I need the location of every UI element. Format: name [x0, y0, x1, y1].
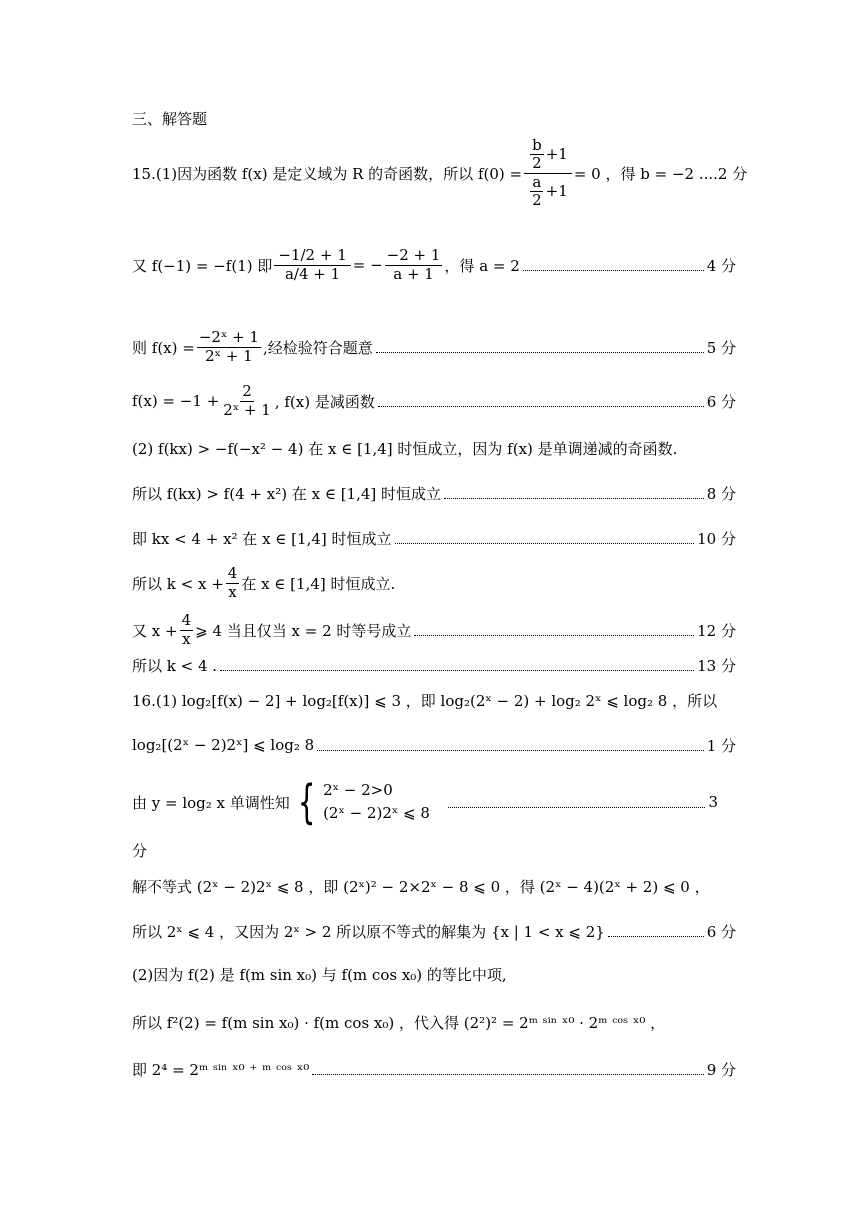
q15-line-6: [132, 482, 736, 504]
leader-dots: [414, 635, 694, 636]
q16-line-7: 所以 f²(2) = f(m sin x₀) · f(m cos x₀) ，代入得 (2²)² = 2ᵐ ˢⁱⁿ ˣ⁰ · 2ᵐ ᶜᵒˢ ˣ⁰ ，: [132, 1014, 666, 1032]
q16-l3-pre: 由 y = log₂ x 单调性知: [132, 793, 290, 812]
q16-l5-text: 所以 2ˣ ⩽ 4 ，又因为 2ˣ > 2 所以原不等式的解集为 {x | 1 < x ⩽ 2}: [132, 922, 605, 941]
q15-l4-den: 2ˣ + 1: [223, 400, 271, 419]
q15-l2-score: 4 分: [706, 256, 736, 275]
q16-line-5: [132, 919, 736, 943]
q15-l6-text: 所以 f(kx) > f(4 + x²) 在 x ∈ [1,4] 时恒成立: [132, 484, 442, 503]
q15-l8-num: 4: [227, 564, 238, 583]
q15-l8-den: x: [228, 582, 237, 601]
q15-l1-post: = 0 ，得 b = −2 ....2 分: [573, 164, 748, 183]
q15-line-10: [132, 654, 736, 676]
q15-l4-pre: f(x) = −1 +: [132, 392, 220, 410]
q15-l2-fa-num: −1/2 + 1: [274, 247, 350, 265]
q15-line-8: [132, 560, 736, 606]
q15-l2-fa-den: a/4 + 1: [284, 264, 341, 283]
leader-dots: [608, 936, 704, 937]
q15-l4-score: 6 分: [706, 392, 736, 411]
leader-dots: [395, 543, 695, 544]
q15-line-2: [132, 228, 736, 302]
q16-line-3b: 分: [132, 842, 148, 860]
leader-dots: [317, 750, 704, 751]
q15-l4-fraction: [221, 383, 273, 419]
q15-l9-den: x: [182, 629, 191, 648]
q15-l2-fraction-a: [274, 247, 350, 283]
q15-l8-pre: 所以 k < x +: [132, 574, 224, 593]
q15-l9-num: 4: [181, 611, 192, 630]
leader-dots: [220, 670, 694, 671]
q15-l7-text: 即 kx < 4 + x² 在 x ∈ [1,4] 时恒成立: [132, 529, 392, 548]
q15-l8-post: 在 x ∈ [1,4] 时恒成立.: [241, 574, 396, 593]
q15-l4-num: 2: [242, 382, 252, 401]
q15-l2-post: ，得 a = 2: [444, 256, 520, 275]
q15-line-9: [132, 607, 736, 653]
section-heading: 三、解答题: [132, 110, 208, 128]
q15-line-1: [132, 128, 748, 218]
q15-l9-pre: 又 x +: [132, 621, 178, 640]
inequality-system: [323, 779, 430, 826]
q16-line-4: 解不等式 (2ˣ − 2)2ˣ ⩽ 8 ，即 (2ˣ)² − 2×2ˣ − 8 ⩽ 0 ，得 (2ˣ − 4)(2ˣ + 2) ⩽ 0 ，: [132, 878, 710, 896]
q15-l2-pre: 又 f(−1) = −f(1) 即: [132, 256, 273, 275]
q15-line-7: [132, 527, 736, 549]
leader-dots: [523, 270, 704, 271]
q16-line-3: [132, 774, 718, 830]
q15-l2-mid: = −: [352, 256, 383, 274]
q15-line-5: (2) f(kx) > −f(−x² − 4) 在 x ∈ [1,4] 时恒成立，因为 f(x) 是单调递减的奇函数.: [132, 440, 678, 458]
q15-l1-num-top: b: [532, 136, 542, 154]
q15-l9-fraction: [180, 612, 194, 648]
q15-l1-den-bottom: 2: [532, 190, 542, 209]
q15-l3-post: ,经检验符合题意: [262, 338, 373, 357]
q15-l6-score: 8 分: [706, 484, 736, 503]
q15-l7-score: 10 分: [697, 529, 736, 548]
q15-l1-num-plus: +1: [545, 145, 568, 164]
leader-dots: [312, 1074, 703, 1075]
q15-line-4: [132, 378, 736, 424]
leader-dots: [448, 807, 706, 808]
leader-dots: [376, 352, 704, 353]
q15-l10-text: 所以 k < 4 .: [132, 656, 218, 675]
q15-l1-den-top: a: [532, 172, 542, 191]
q16-l3-score: 3: [708, 793, 718, 811]
q15-l9-post: ⩾ 4 当且仅当 x = 2 时等号成立: [195, 621, 412, 640]
left-brace: {: [297, 775, 316, 829]
q15-l10-score: 13 分: [697, 656, 736, 675]
q16-line-1: 16.(1) log₂[f(x) − 2] + log₂[f(x)] ⩽ 3 ，即 log₂(2ˣ − 2) + log₂ 2ˣ ⩽ log₂ 8 ，所以: [132, 692, 718, 710]
q15-l4-post: , f(x) 是减函数: [274, 392, 375, 411]
q15-l3-den: 2ˣ + 1: [205, 346, 253, 365]
q16-l8-score: 9 分: [706, 1060, 736, 1079]
q15-l1-fraction: [524, 137, 572, 209]
system-row-1: 2ˣ − 2>0: [323, 780, 393, 799]
q15-l2-fb-num: −2 + 1: [386, 246, 441, 265]
q15-l3-num: −2ˣ + 1: [198, 328, 259, 347]
leader-dots: [444, 498, 704, 499]
q15-l1-num-bottom: 2: [532, 154, 542, 173]
q15-l1-pre: 15.(1)因为函数 f(x) 是定义域为 R 的奇函数，所以 f(0) =: [132, 164, 523, 183]
q15-l1-den-plus: +1: [545, 181, 568, 200]
q16-l2-score: 1 分: [706, 736, 736, 755]
q15-line-3: [132, 324, 736, 370]
q16-l2-text: log₂[(2ˣ − 2)2ˣ] ⩽ log₂ 8: [132, 736, 315, 754]
q15-l3-score: 5 分: [706, 338, 736, 357]
q16-l5-score: 6 分: [706, 922, 736, 941]
q15-l9-score: 12 分: [697, 621, 736, 640]
q15-l2-fraction-b: [385, 247, 443, 283]
q16-l8-text: 即 2⁴ = 2ᵐ ˢⁱⁿ ˣ⁰ ⁺ ᵐ ᶜᵒˢ ˣ⁰: [132, 1060, 310, 1079]
q15-l3-fraction: [197, 329, 261, 365]
leader-dots: [378, 406, 704, 407]
q16-line-6: (2)因为 f(2) 是 f(m sin x₀) 与 f(m cos x₀) 的等比中项,: [132, 966, 507, 984]
q15-l8-fraction: [226, 565, 240, 601]
q15-l3-pre: 则 f(x) =: [132, 338, 195, 357]
q15-l2-fb-den: a + 1: [393, 264, 434, 283]
q16-line-2: [132, 734, 736, 756]
q16-line-8: [132, 1057, 736, 1081]
system-row-2: (2ˣ − 2)2ˣ ⩽ 8: [323, 804, 430, 822]
